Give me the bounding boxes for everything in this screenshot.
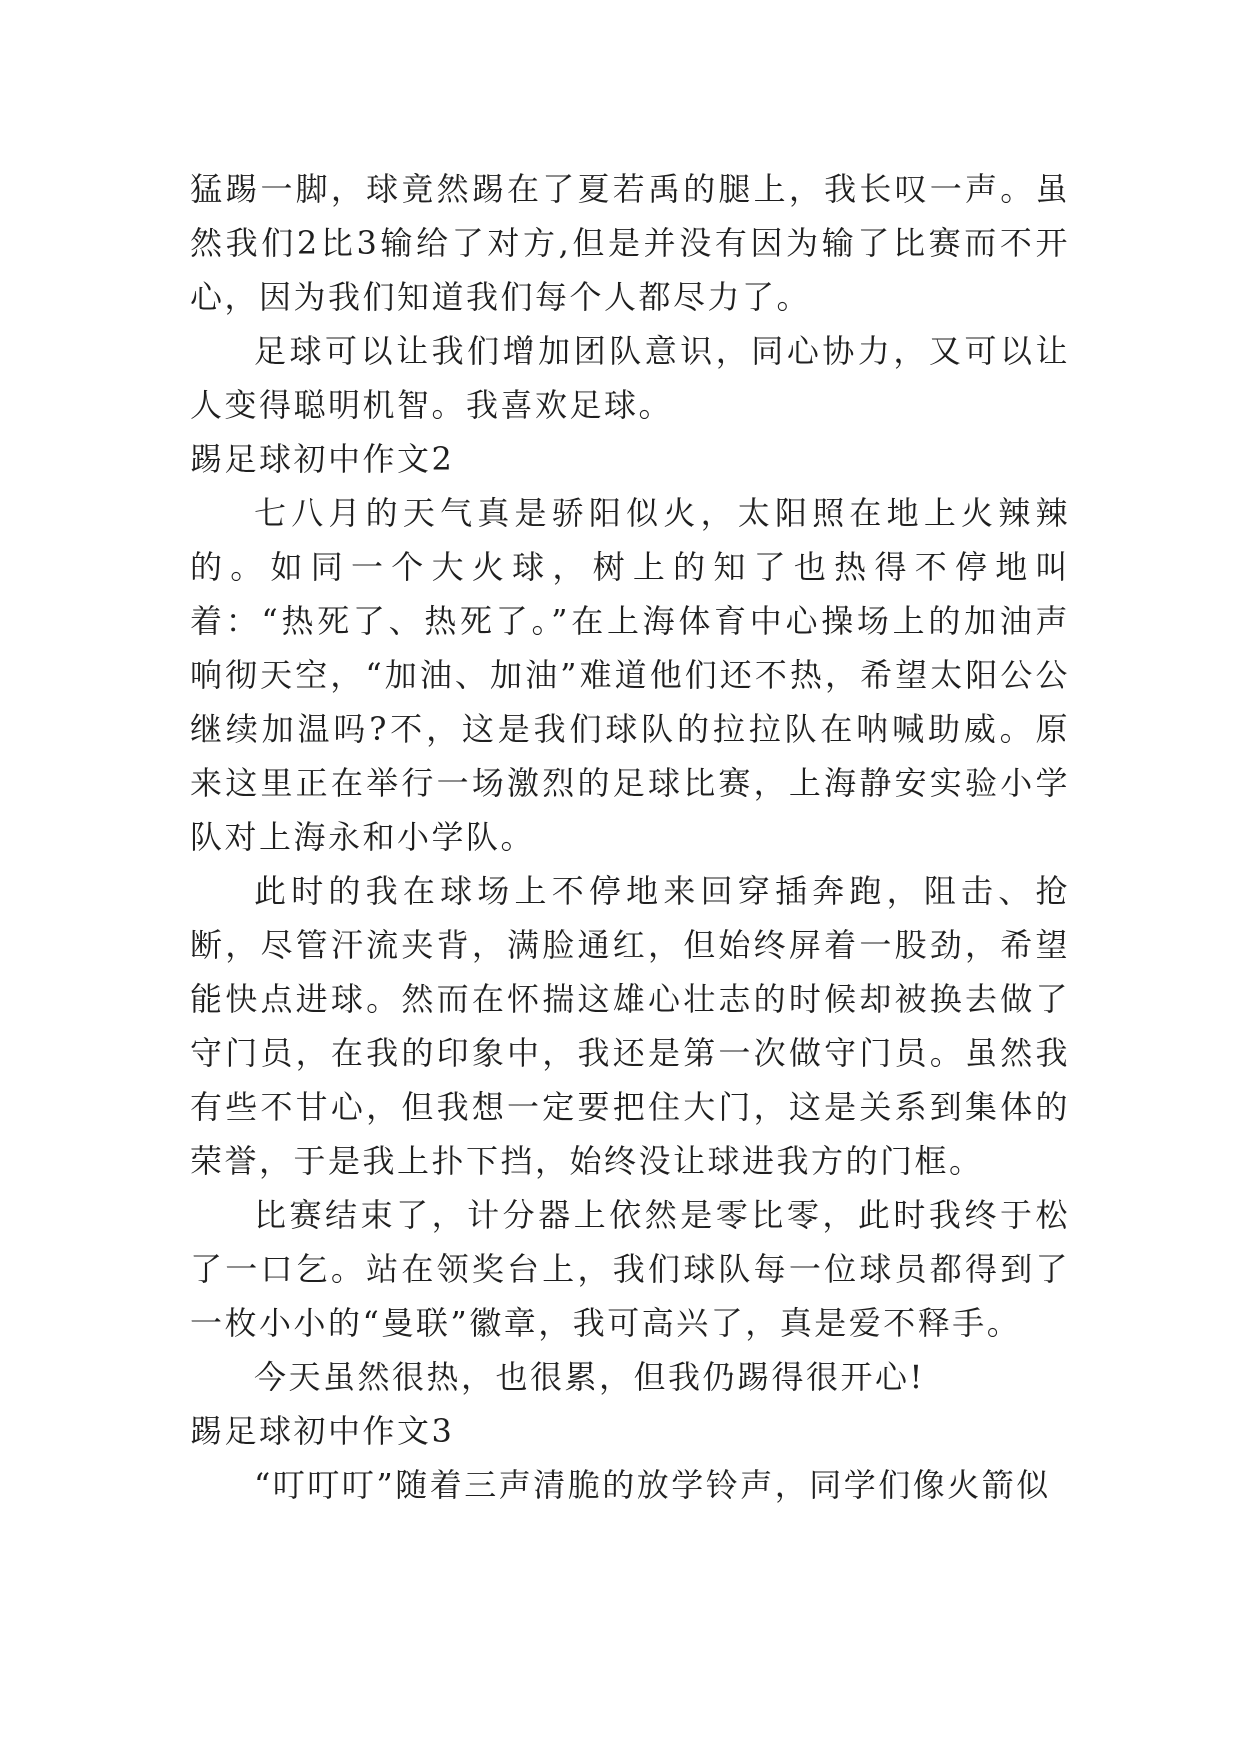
paragraph: 七八月的天气真是骄阳似火，太阳照在地上火辣辣的。如同一个大火球，树上的知了也热得不停地叫着：“热死了、热死了。”在上海体育中心操场上的加油声响彻天空，“加油、加油”难道他们还不热，希望太阳公公继续加温吗?不，这是我们球队的拉拉队在呐喊助威。原来这里正在举行一场激烈的足球比赛，上海静安实验小学队对上海永和小学队。 [190, 494, 1070, 856]
paragraph: 比赛结束了，计分器上依然是零比零，此时我终于松了一口乞。站在领奖台上，我们球队每一位球员都得到了一枚小小的“曼联”徽章，我可高兴了，真是爱不释手。 [190, 1196, 1070, 1342]
essay-heading: 踢足球初中作文3 [190, 1412, 455, 1450]
paragraph-continued: 猛踢一脚，球竟然踢在了夏若禹的腿上，我长叹一声。虽然我们2比3输给了对方,但是并没有因为输了比赛而不开心，因为我们知道我们每个人都尽力了。 [190, 170, 1070, 316]
document-body [190, 162, 1070, 1512]
paragraph: 此时的我在球场上不停地来回穿插奔跑，阻击、抢断，尽管汗流夹背，满脸通红，但始终屏着一股劲，希望能快点进球。然而在怀揣这雄心壮志的时候却被换去做了守门员，在我的印象中，我还是第一次做守门员。虽然我有些不甘心，但我想一定要把住大门，这是关系到集体的荣誉，于是我上扑下挡，始终没让球进我方的门框。 [190, 872, 1070, 1180]
paragraph: “叮叮叮”随着三声清脆的放学铃声，同学们像火箭似 [254, 1466, 1051, 1504]
paragraph: 今天虽然很热，也很累，但我仍踢得很开心! [254, 1358, 925, 1396]
essay-heading: 踢足球初中作文2 [190, 440, 455, 478]
paragraph: 足球可以让我们增加团队意识，同心协力，又可以让人变得聪明机智。我喜欢足球。 [190, 332, 1070, 424]
